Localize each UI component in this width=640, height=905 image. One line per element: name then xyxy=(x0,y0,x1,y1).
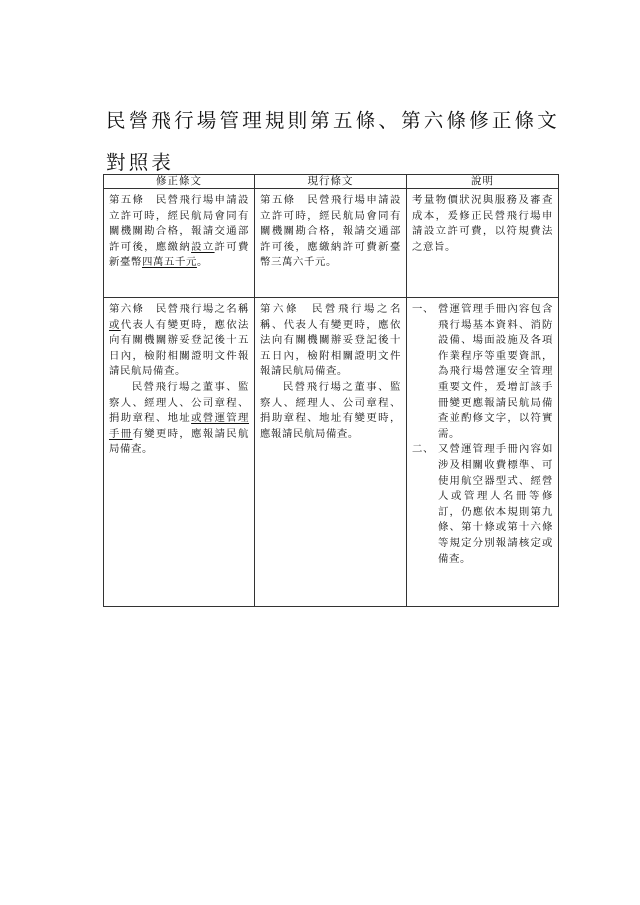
article-paragraph xyxy=(109,380,249,458)
table-header-row xyxy=(104,175,559,189)
explanation-item xyxy=(412,302,553,442)
header-current: 現行條文 xyxy=(255,175,407,189)
article-text: 民營飛行場之董事、監察人、經理人、公司章程、捐助章程、地址有變更時，應報請民航局備查。 xyxy=(260,380,401,440)
header-amended: 修正條文 xyxy=(104,175,255,189)
article-paragraph xyxy=(260,302,401,380)
header-explanation: 說明 xyxy=(407,175,559,189)
explanation-cell xyxy=(407,189,559,298)
article-text: 有變更時，應報請民航局備查。 xyxy=(109,427,250,456)
article-text: 第五條 民營飛行場申請設立許可時，經民航局會同有關機關勘合格，報請交通部許可後，應繳納許可費新臺幣三萬六千元。 xyxy=(260,194,401,269)
current-text-cell xyxy=(255,189,407,298)
explanation-item-text: 營運管理手冊內容包含飛行場基本資料、消防設備、場面設施及各項作業程序等重要資訊，為飛行場營運安全管理重要文件，爰增訂該手冊變更應報請民航局備查並酌修文字，以符實需。 xyxy=(438,303,553,440)
article-text: 第六條 民營飛行場之名稱 xyxy=(109,303,249,315)
table-row-article-5 xyxy=(104,189,559,298)
explanation-cell xyxy=(407,298,559,607)
explanation-item-number: 一、 xyxy=(412,303,434,315)
article-paragraph xyxy=(260,380,401,442)
amended-text-cell xyxy=(104,298,255,607)
explanation-item-text: 又營運管理手冊內容如涉及相關收費標準、可使用航空器型式、經營人或管理人名冊等修訂，仍應依本規則第九條、第十條或第十六條等規定分別報請核定或備查。 xyxy=(438,443,553,565)
article-paragraph xyxy=(109,302,249,380)
article-paragraph xyxy=(260,193,401,271)
explanation-text: 考量物價狀況與服務及審查成本，爰修正民營飛行場申請設立許可費，以符規費法之意旨。 xyxy=(412,194,553,253)
table-row-article-6 xyxy=(104,298,559,607)
article-text: 代表人有變更時，應依法向有關機關辦妥登記後十五日內，檢附相關證明文件報請民航局備查。 xyxy=(109,318,249,378)
comparison-table xyxy=(103,174,559,607)
amended-underlined-text: 或營運管理手冊 xyxy=(109,412,250,440)
article-text: 。 xyxy=(196,256,208,269)
article-text: 第五條 民營飛行場申請設立許可時，經民航局會同有關機關勘合格，報請交通部許可後，應繳納 xyxy=(109,194,249,253)
explanation-list xyxy=(412,302,553,567)
article-paragraph xyxy=(109,193,249,271)
amended-underlined-text: 設立 xyxy=(191,240,215,253)
current-text-cell xyxy=(255,298,407,607)
article-text: 民營飛行場之董事、監察人、經理人、公司章程、捐助章程、地址 xyxy=(109,380,249,425)
amended-underlined-text: 四萬五千元 xyxy=(141,256,197,269)
explanation-item-number: 二、 xyxy=(412,443,434,456)
article-text: 第六條 民營飛行場之名稱、代表人有變更時，應依法向有關機關辦妥登記後十五日內，檢附相關證明文件報請民航局備查。 xyxy=(260,303,401,378)
amended-text-cell xyxy=(104,189,255,298)
amended-underlined-text: 或 xyxy=(109,318,121,331)
article-text: 許可費新臺幣 xyxy=(109,240,249,269)
explanation-item xyxy=(412,442,553,567)
document-title: 民營飛行場管理規則第五條、第六條修正條文對照表 xyxy=(106,109,561,174)
